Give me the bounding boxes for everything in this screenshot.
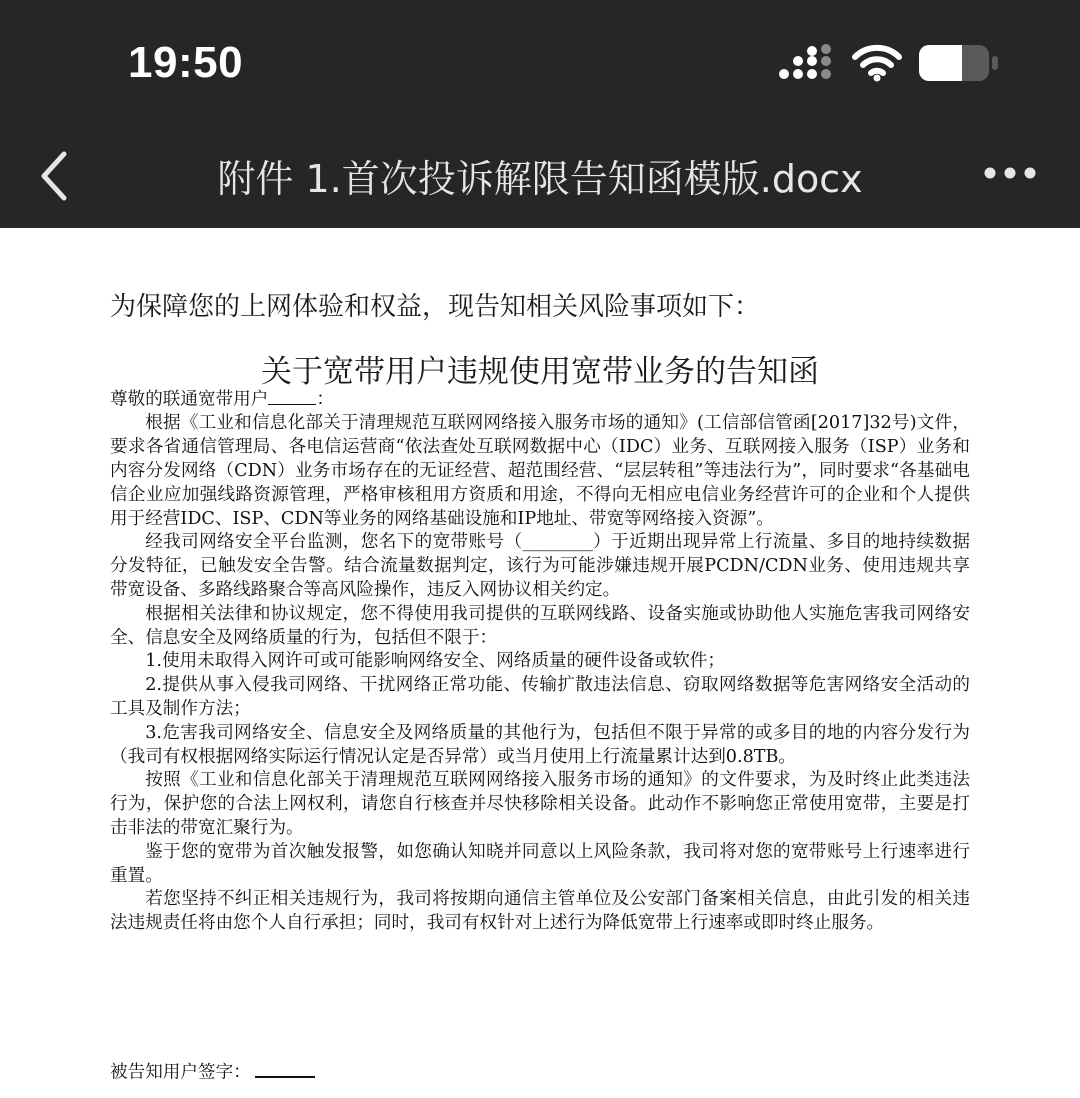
user-name-blank xyxy=(268,386,316,405)
nav-bar xyxy=(0,128,1080,228)
list-item-2: 2.提供从事入侵我司网络、干扰网络正常功能、传输扩散违法信息、窃取网络数据等危害网络安全活动的工具及制作方法； xyxy=(110,675,970,719)
chevron-left-icon[interactable] xyxy=(28,146,84,206)
document-filename: 附件 1.首次投诉解限告知函模版.docx xyxy=(217,157,863,201)
greeting-suffix: ： xyxy=(316,389,334,410)
signature-label: 被告知用户签字： xyxy=(110,1062,251,1083)
cellular-signal-icon xyxy=(778,44,834,82)
paragraph-consequence: 若您坚持不纠正相关违规行为，我司将按期向通信主管单位及公安部门备案相关信息，由此引发的相关违法违规责任将由您个人自行承担；同时，我司有权针对上述行为降低宽带上行速率或即时终止服务。 xyxy=(110,889,970,934)
paragraph-detection: 经我司网络安全平台监测，您名下的宽带账号（________）于近期出现异常上行流量、多目的地持续数据分发特征，已触发安全告警。结合流量数据判定，该行为可能涉嫌违规开展PCDN/CDN业务、使用违规共享带宽设备、多路线路聚合等高风险操作，违反入网协议相关约定。 xyxy=(110,532,970,600)
document-intro: 为保障您的上网体验和权益，现告知相关风险事项如下： xyxy=(110,292,761,322)
status-time: 19:50 xyxy=(128,38,244,87)
paragraph-legal: 根据相关法律和协议规定，您不得使用我司提供的互联网线路、设备实施或协助他人实施危害我司网络安全、信息安全及网络质量的行为，包括但不限于： xyxy=(110,603,970,648)
document-title: 关于宽带用户违规使用宽带业务的告知函 xyxy=(261,354,819,390)
paragraph-requirement: 按照《工业和信息化部关于清理规范互联网网络接入服务市场的通知》的文件要求，为及时终止此类违法行为，保护您的合法上网权利，请您自行核查并尽快移除相关设备。此动作不影响您正常使用宽带，主要是打击非法的带宽汇聚行为。 xyxy=(110,770,970,838)
document-view[interactable] xyxy=(0,228,1080,1098)
paragraph-reset: 鉴于您的宽带为首次触发报警，如您确认知晓并同意以上风险条款，我司将对您的宽带账号上行速率进行重置。 xyxy=(110,841,970,886)
greeting-line xyxy=(110,386,970,412)
paragraph-regulation: 根据《工业和信息化部关于清理规范互联网网络接入服务市场的通知》(工信部信管函[2017]32号)文件，要求各省通信管理局、各电信运营商“依法查处互联网数据中心（IDC）业务、互联网接入服务（ISP）业务和内容分发网络（CDN）业务市场存在的无证经营、超范围经营、“层层转租”等违法行为”，同时要求“各基础电信企业应加强线路资源管理，严格审核租用方资质和用途，不得向无相应电信业务经营许可的企业和个人提供用于经营IDC、ISP、CDN等业务的网络基础设施和IP地址、带宽等网络接入资源”。 xyxy=(110,413,970,529)
signature-blank xyxy=(255,1058,315,1078)
battery-icon xyxy=(918,44,1000,82)
wifi-icon xyxy=(852,44,902,82)
more-horizontal-icon[interactable] xyxy=(978,156,1042,190)
list-item-3: 3.危害我司网络安全、信息安全及网络质量的其他行为，包括但不限于异常的或多目的地的内容分发行为（我司有权根据网络实际运行情况认定是否异常）或当月使用上行流量累计达到0.8TB。 xyxy=(110,722,970,767)
list-item-1: 1.使用未取得入网许可或可能影响网络安全、网络质量的硬件设备或软件； xyxy=(145,651,725,672)
signature-line xyxy=(110,1058,315,1084)
status-bar xyxy=(0,0,1080,128)
greeting-prefix: 尊敬的联通宽带用户 xyxy=(110,389,269,410)
document-body xyxy=(110,386,970,936)
